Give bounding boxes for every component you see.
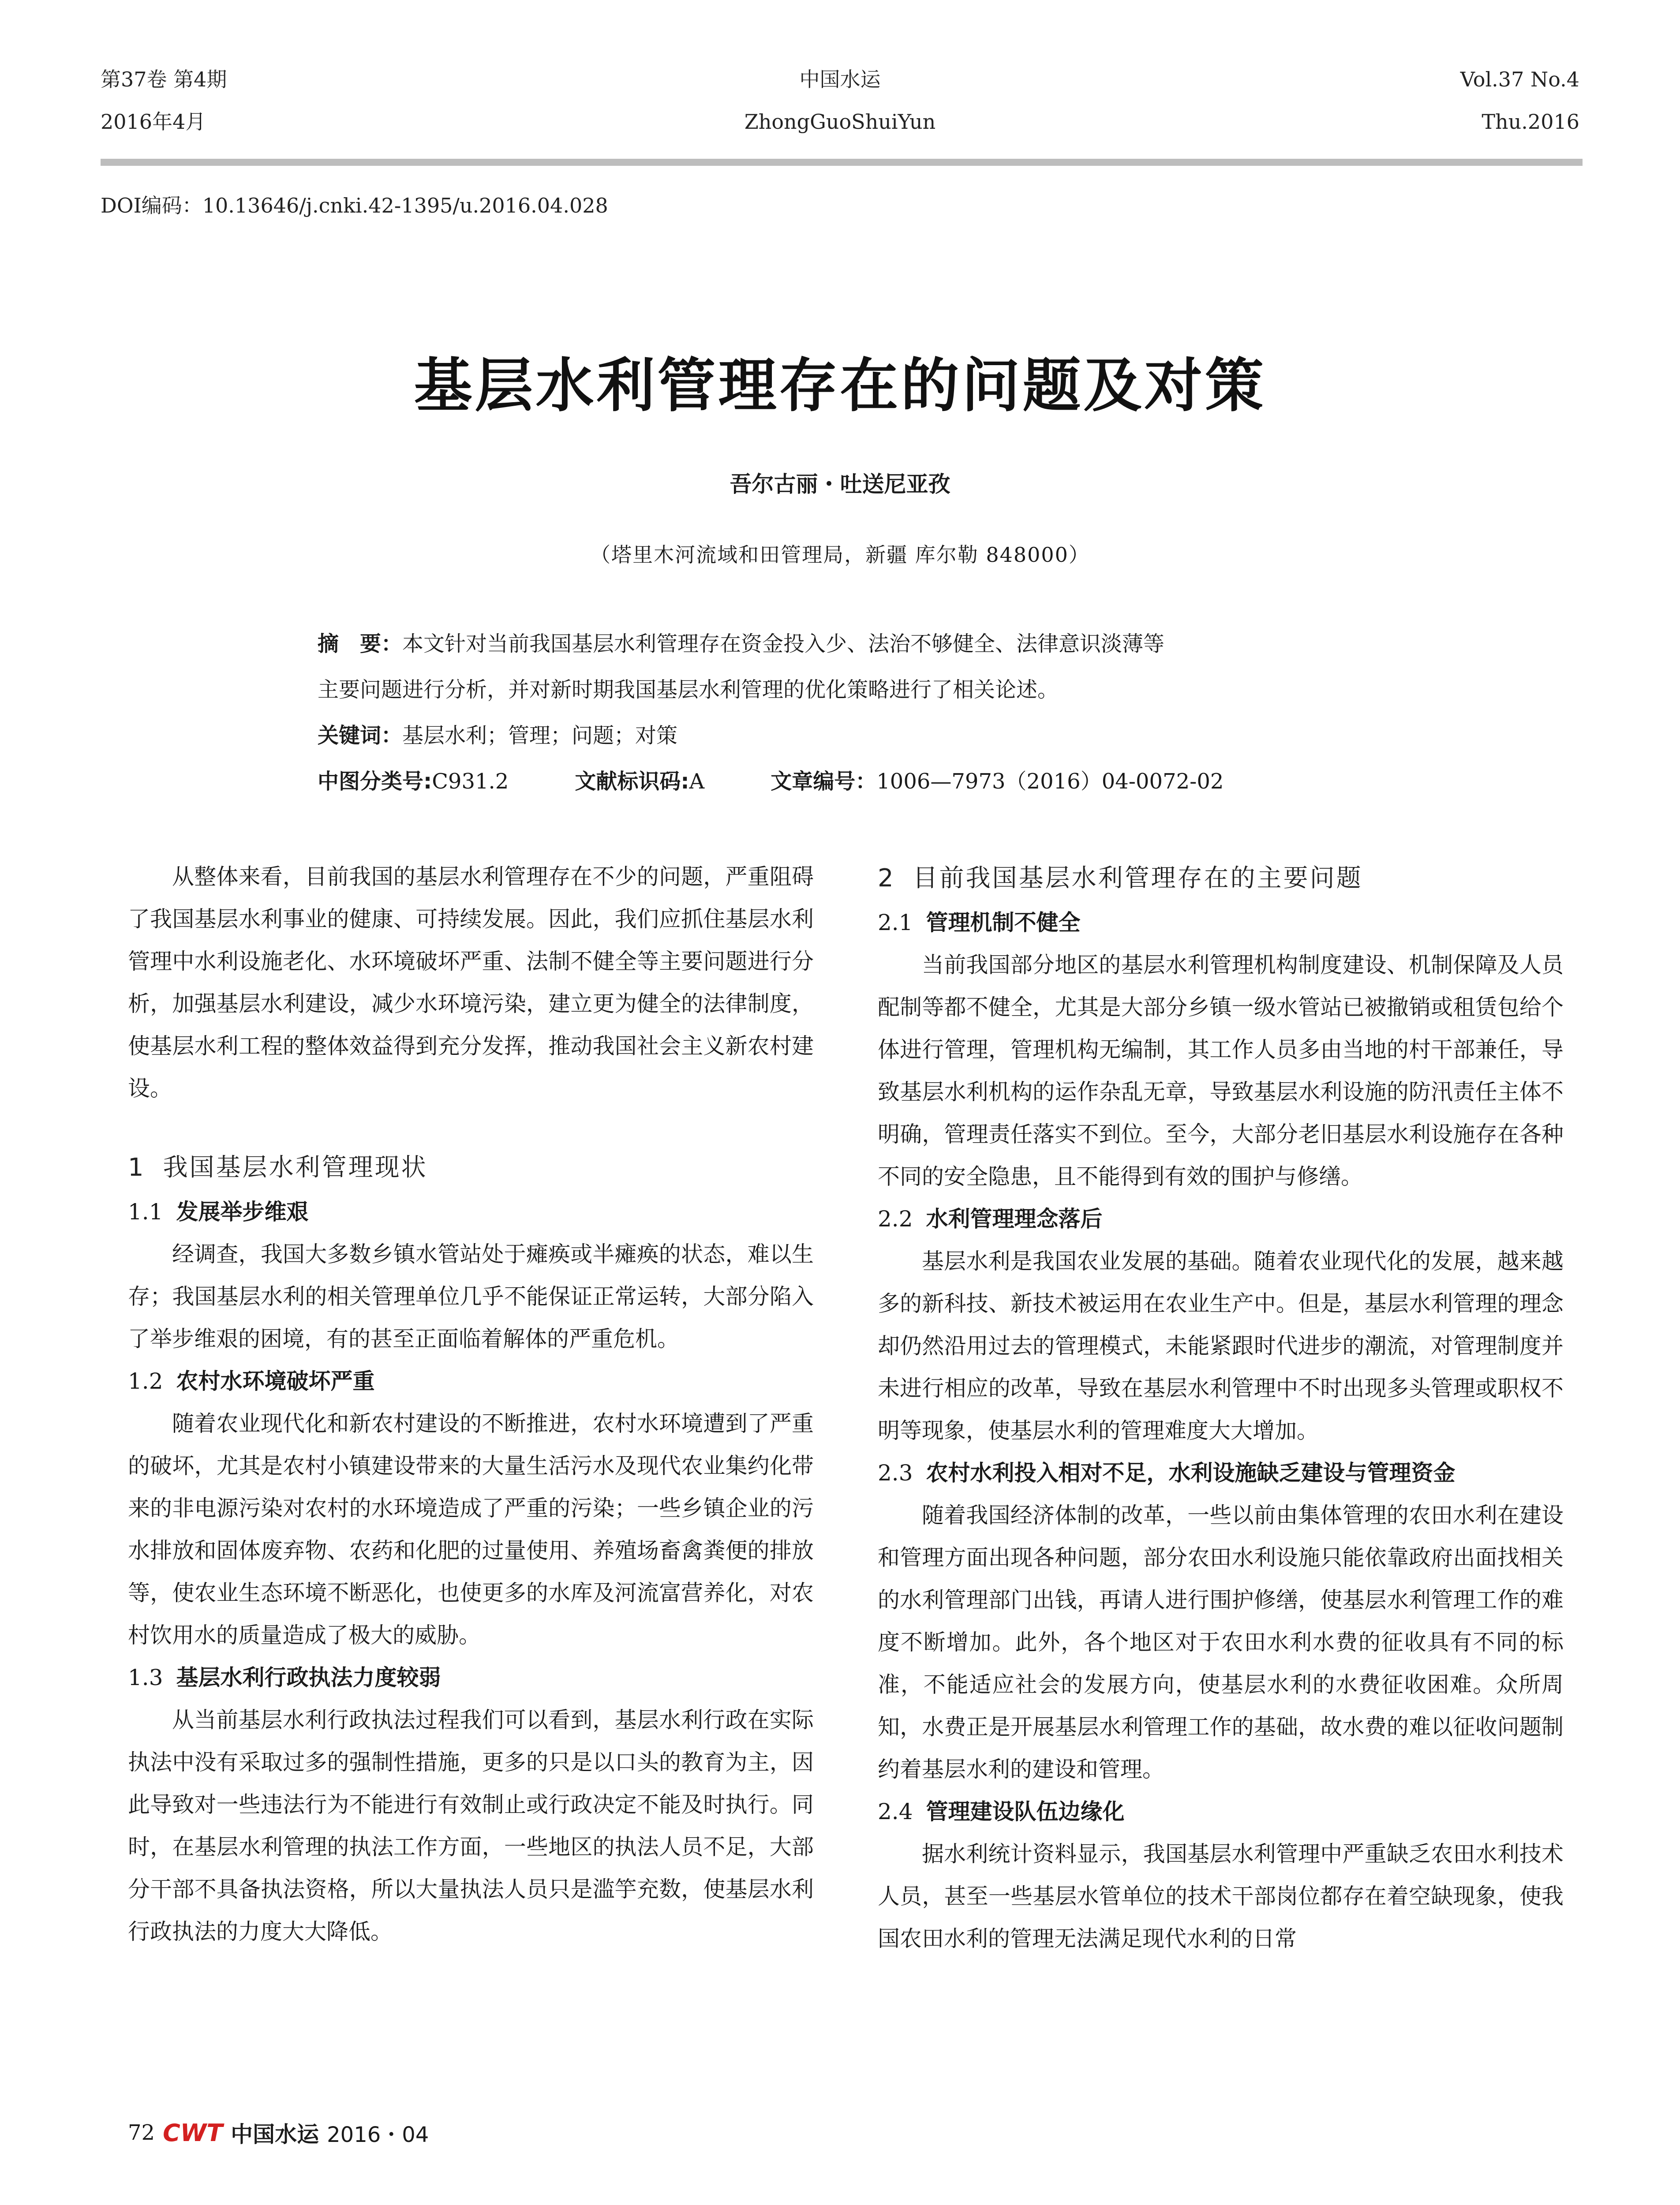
header-date: 2016年4月 (101, 110, 206, 134)
section-2-3-title: 农村水利投入相对不足，水利设施缺乏建设与管理资金 (926, 1460, 1456, 1486)
abstract-text-2: 主要问题进行分析，并对新时期我国基层水利管理的优化策略进行了相关论述。 (318, 677, 1059, 702)
article-title: 基层水利管理存在的问题及对策 (414, 351, 1266, 420)
header-date-en: Thu.2016 (1482, 110, 1579, 134)
section-2-3-number: 2.3 (878, 1460, 913, 1486)
section-2-1-title: 管理机制不健全 (926, 910, 1081, 935)
section-1-3-heading (128, 1656, 814, 1699)
clc-label: 中图分类号: (318, 769, 432, 794)
cwt-logo: CWT (163, 2119, 223, 2147)
abstract-block (318, 621, 1367, 804)
section-2-4-paragraph: 据水利统计资料显示，我国基层水利管理中严重缺乏农田水利技术人员，甚至一些基层水管单位的技术干部岗位都存在着空缺现象，使我国农田水利的管理无法满足现代水利的日常 (878, 1841, 1564, 1951)
section-2-title: 目前我国基层水利管理存在的主要问题 (913, 864, 1363, 893)
section-2-3-heading (878, 1452, 1564, 1494)
clc-value: C931.2 (432, 769, 509, 794)
section-1-3-number: 1.3 (128, 1665, 163, 1690)
section-1-1-paragraph: 经调查，我国大多数乡镇水管站处于瘫痪或半瘫痪的状态，难以生存；我国基层水利的相关管理单位几乎不能保证正常运转，大部分陷入了举步维艰的困境，有的甚至正面临着解体的严重危机。 (128, 1241, 814, 1352)
classification-line (318, 759, 1367, 804)
section-1-heading (128, 1145, 814, 1191)
section-1-3-title: 基层水利行政执法力度较弱 (176, 1665, 441, 1690)
intro-paragraph: 从整体来看，目前我国的基层水利管理存在不少的问题，严重阻碍了我国基层水利事业的健康、可持续发展。因此，我们应抓住基层水利管理中水利设施老化、水环境破坏严重、法制不健全等主要问题进行分析，加强基层水利建设，减少水环境污染，建立更为健全的法律制度，使基层水利工程的整体效益得到充分发挥，推动我国社会主义新农村建设。 (128, 864, 814, 1101)
section-1-3-paragraph: 从当前基层水利行政执法过程我们可以看到，基层水利行政在实际执法中没有采取过多的强制性措施，更多的只是以口头的教育为主，因此导致对一些违法行为不能进行有效制止或行政决定不能及时执行。同时，在基层水利管理的执法工作方面，一些地区的执法人员不足，大部分干部不具备执法资格，所以大量执法人员只是滥竽充数，使基层水利行政执法的力度大大降低。 (128, 1707, 814, 1944)
section-1-2-number: 1.2 (128, 1368, 163, 1394)
section-1-title: 我国基层水利管理现状 (163, 1153, 428, 1182)
keywords-label: 关键词： (318, 723, 403, 748)
doccode-value: A (689, 769, 705, 794)
header-volume: 第37卷 第4期 (101, 67, 227, 91)
section-1-number: 1 (128, 1153, 146, 1182)
section-2-4-heading (878, 1790, 1564, 1833)
keywords-text: 基层水利；管理；问题；对策 (402, 723, 678, 748)
abstract-line-2 (318, 667, 1367, 713)
article-number-label: 文章编号： (771, 769, 877, 794)
section-1-1-heading (128, 1191, 814, 1233)
header-rule (101, 159, 1583, 166)
abstract-label: 摘 要： (318, 632, 403, 656)
section-2-3-paragraph: 随着我国经济体制的改革，一些以前由集体管理的农田水利在建设和管理方面出现各种问题，部分农田水利设施只能依靠政府出面找相关的水利管理部门出钱，再请人进行围护修缮，使基层水利管理工作的难度不断增加。此外，各个地区对于农田水利水费的征收具有不同的标准，不能适应社会的发展方向，使基层水利的水费征收困难。众所周知，水费正是开展基层水利管理工作的基础，故水费的难以征收问题制约着基层水利的建设和管理。 (878, 1502, 1564, 1782)
left-column (128, 856, 814, 1953)
right-column (878, 856, 1564, 1960)
section-1-2-paragraph: 随着农业现代化和新农村建设的不断推进，农村水环境遭到了严重的破坏，尤其是农村小镇建设带来的大量生活污水及现代农业集约化带来的非电源污染对农村的水环境造成了严重的污染；一些乡镇企业的污水排放和固体废弃物、农药和化肥的过量使用、养殖场畜禽粪便的排放等，使农业生态环境不断恶化，也使更多的水库及河流富营养化，对农村饮用水的质量造成了极大的威胁。 (128, 1411, 814, 1648)
section-2-1-number: 2.1 (878, 910, 913, 935)
section-2-4-number: 2.4 (878, 1799, 913, 1824)
section-2-4-title: 管理建设队伍边缘化 (926, 1799, 1125, 1824)
page-footer (128, 2117, 429, 2149)
section-2-heading (878, 856, 1564, 901)
header-journal-cn: 中国水运 (799, 67, 881, 91)
section-2-number: 2 (878, 864, 895, 893)
section-2-1-paragraph: 当前我国部分地区的基层水利管理机构制度建设、机制保障及人员配制等都不健全，尤其是大部分乡镇一级水管站已被撤销或租赁包给个体进行管理，管理机构无编制，其工作人员多由当地的村干部兼任，导致基层水利机构的运作杂乱无章，导致基层水利设施的防汛责任主体不明确，管理责任落实不到位。至今，大部分老旧基层水利设施存在各种不同的安全隐患，且不能得到有效的围护与修缮。 (878, 952, 1564, 1189)
header-volume-en: Vol.37 No.4 (1460, 67, 1579, 91)
section-2-2-title: 水利管理理念落后 (926, 1206, 1103, 1232)
section-1-2-title: 农村水环境破坏严重 (176, 1368, 375, 1394)
header-journal-pinyin: ZhongGuoShuiYun (744, 110, 936, 134)
footer-issue-date: 2016・04 (327, 2122, 429, 2147)
section-1-1-title: 发展举步维艰 (176, 1199, 309, 1225)
section-2-2-heading (878, 1198, 1564, 1240)
abstract-line-1 (318, 621, 1367, 667)
page-number: 72 (128, 2120, 155, 2145)
doccode-label: 文献标识码: (575, 769, 689, 794)
section-1-2-heading (128, 1360, 814, 1402)
doi-line: DOI编码：10.13646/j.cnki.42-1395/u.2016.04.028 (101, 194, 608, 217)
article-number-value: 1006—7973（2016）04-0072-02 (876, 769, 1224, 794)
section-2-2-number: 2.2 (878, 1206, 913, 1232)
abstract-text-1: 本文针对当前我国基层水利管理存在资金投入少、法治不够健全、法律意识淡薄等 (402, 632, 1165, 656)
article-affiliation: （塔里木河流域和田管理局，新疆 库尔勒 848000） (590, 543, 1090, 567)
keywords-line (318, 713, 1367, 759)
article-author: 吾尔古丽・吐送尼亚孜 (730, 471, 950, 497)
section-1-1-number: 1.1 (128, 1199, 163, 1225)
section-2-2-paragraph: 基层水利是我国农业发展的基础。随着农业现代化的发展，越来越多的新科技、新技术被运用在农业生产中。但是，基层水利管理的理念却仍然沿用过去的管理模式，未能紧跟时代进步的潮流，对管理制度并未进行相应的改革，导致在基层水利管理中不时出现多头管理或职权不明等现象，使基层水利的管理难度大大增加。 (878, 1248, 1564, 1443)
section-2-1-heading (878, 901, 1564, 944)
footer-journal-name: 中国水运 (231, 2122, 319, 2147)
